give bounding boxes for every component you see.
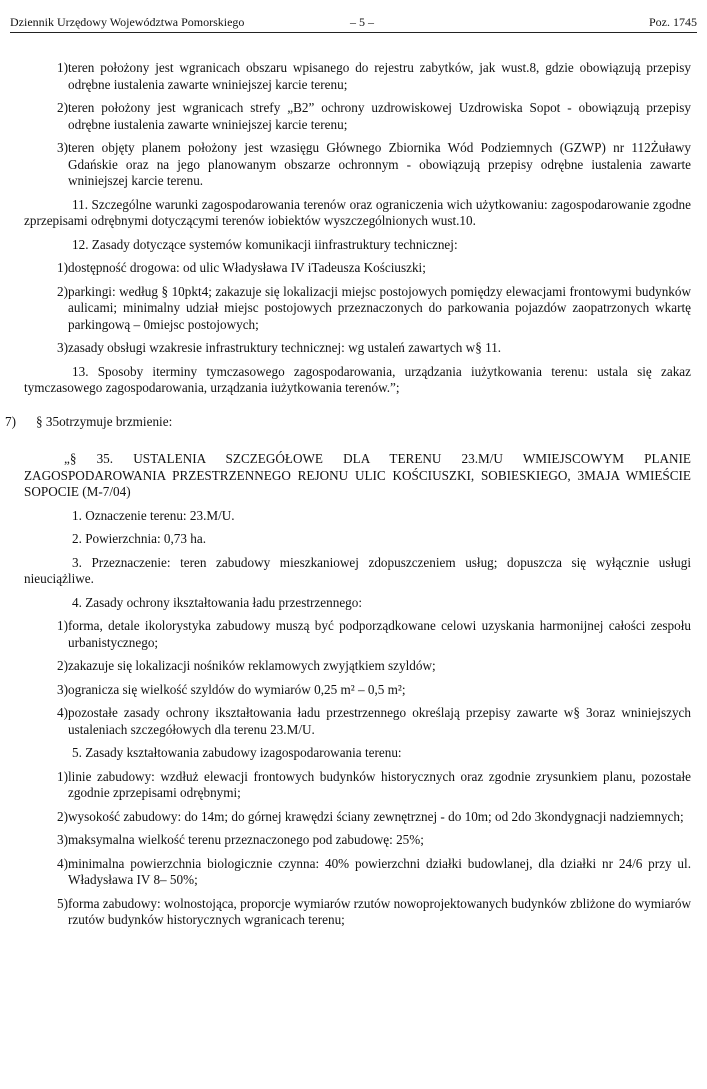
list-number: 3) <box>57 681 68 697</box>
position-number: Poz. 1745 <box>649 15 697 29</box>
list-item <box>24 284 691 334</box>
list-item <box>24 100 691 133</box>
paragraph-1: 1. Oznaczenie terenu: 23.M/U. <box>72 507 235 523</box>
list-number: 3) <box>57 832 68 847</box>
list-item <box>24 856 691 889</box>
list-number: 1) <box>57 60 68 75</box>
list-number: 4) <box>57 705 68 720</box>
list-text: teren objęty planem położony jest wzasięgu Głównego Zbiornika Wód Podziemnych (GZWP) nr 112Żuławy Gdańskie oraz na jego planowanym obszarze ochronnym - obowiązują przepisy odrębne iustalenia zawarte wniniejszej karcie terenu. <box>68 140 691 188</box>
list-text: § 35otrzymuje brzmienie: <box>36 413 173 429</box>
paragraph-11: 11. Szczególne warunki zagospodarowania terenów oraz ograniczenia wich użytkowaniu: zagospodarowanie zgodne zprzepisami odrębnymi dotyczącymi terenów iobiektów wyszczególnionych wust.10. <box>24 196 691 228</box>
list-text: forma, detale ikolorystyka zabudowy muszą być podporządkowane celowi uzyskania harmonijnej całości zespołu urbanistycznego; <box>68 618 691 650</box>
paragraph-12: 12. Zasady dotyczące systemów komunikacji iinfrastruktury technicznej: <box>72 236 458 252</box>
list-item <box>24 60 691 93</box>
list-number: 2) <box>57 100 68 115</box>
list-item <box>24 658 691 675</box>
list-text: forma zabudowy: wolnostojąca, proporcje wymiarów rzutów nowoprojektowanych budynków zbliżone do wymiarów rzutów budynków historycznych wgranicach terenu; <box>68 895 691 927</box>
list-item <box>24 340 691 357</box>
list-item <box>24 682 691 699</box>
section-heading: „§ 35. USTALENIA SZCZEGÓŁOWE DLA TERENU 23.M/U WMIEJSCOWYM PLANIE ZAGOSPODAROWANIA PRZESTRZENNEGO REJONU ULIC KOŚCIUSZKI, SOBIESKIEGO, 3MAJA WMIEŚCIE SOPOCIE (M-7/04) <box>24 451 691 499</box>
list-number: 7) <box>5 413 16 429</box>
list-item <box>24 705 691 738</box>
list-text: pozostałe zasady ochrony ikształtowania ładu przestrzennego określają przepisy zawarte w§ 3oraz wniniejszych ustaleniach szczegółowych dla terenu 23.M/U. <box>68 705 691 737</box>
list-item <box>24 832 691 849</box>
journal-title: Dziennik Urzędowy Województwa Pomorskiego <box>10 15 245 29</box>
list-number: 1) <box>57 768 68 784</box>
list-number: 2) <box>57 808 68 824</box>
list-number: 2) <box>57 283 68 299</box>
page-number: – 5 – <box>350 15 374 29</box>
list-number: 1) <box>57 618 68 633</box>
paragraph-2: 2. Powierzchnia: 0,73 ha. <box>72 531 207 546</box>
list-item <box>24 809 691 826</box>
list-item <box>24 896 691 929</box>
paragraph-3: 3. Przeznaczenie: teren zabudowy mieszkaniowej zdopuszczeniem usług; dopuszcza się wyłącznie usługi nieuciążliwe. <box>24 554 691 586</box>
list-text: minimalna powierzchnia biologicznie czynna: 40% powierzchni działki budowlanej, dla działki nr 24/6 przy ul. Władysława IV 8– 50%; <box>68 855 691 887</box>
point-7 <box>4 414 691 431</box>
list-item <box>24 769 691 802</box>
list-item <box>24 260 691 277</box>
list-text: teren położony jest wgranicach strefy „B2” ochrony uzdrowiskowej Uzdrowiska Sopot - obowiązują przepisy odrębne iustalenia zawarte wniniejszej karcie terenu; <box>68 100 691 132</box>
paragraph-5: 5. Zasady kształtowania zabudowy izagospodarowania terenu: <box>72 745 402 760</box>
list-text: zakazuje się lokalizacji nośników reklamowych zwyjątkiem szyldów; <box>68 658 436 673</box>
list-text: linie zabudowy: wzdłuż elewacji frontowych budynków historycznych oraz zgodnie zrysunkiem planu, pozostałe zgodnie zprzepisami odrębnymi; <box>68 768 691 800</box>
list-text: maksymalna wielkość terenu przeznaczonego pod zabudowę: 25%; <box>68 832 424 847</box>
list-item <box>24 618 691 651</box>
list-number: 3) <box>57 140 68 155</box>
list-text: zasady obsługi wzakresie infrastruktury technicznej: wg ustaleń zawartych w§ 11. <box>68 340 502 355</box>
list-number: 3) <box>57 340 68 355</box>
list-text: ogranicza się wielkość szyldów do wymiarów 0,25 m² – 0,5 m²; <box>68 681 406 697</box>
page-header <box>10 12 697 33</box>
list-number: 4) <box>57 855 68 871</box>
list-number: 2) <box>57 658 68 673</box>
list-text: dostępność drogowa: od ulic Władysława IV iTadeusza Kościuszki; <box>68 260 426 275</box>
list-text: wysokość zabudowy: do 14m; do górnej krawędzi ściany zewnętrznej - do 10m; od 2do 3kondygnacji nadziemnych; <box>68 808 684 824</box>
list-text: parkingi: według § 10pkt4; zakazuje się lokalizacji miejsc postojowych pomiędzy elewacjami frontowymi budynków aulicami; minimalny udział miejsc postojowych przeznaczonych do parkowania pojazdów zaopatrzonych wkartę parkingową – 0miejsc postojowych; <box>68 283 691 332</box>
paragraph-4: 4. Zasady ochrony ikształtowania ładu przestrzennego: <box>72 594 363 610</box>
list-number: 1) <box>57 260 68 275</box>
paragraph-13: 13. Sposoby iterminy tymczasowego zagospodarowania, urządzania iużytkowania terenu: ustala się zakaz tymczasowego zagospodarowania, urządzania iużytkowania terenów.”; <box>24 363 691 395</box>
document-body <box>5 60 691 936</box>
list-item <box>24 140 691 190</box>
list-text: teren położony jest wgranicach obszaru wpisanego do rejestru zabytków, jak wust.8, gdzie obowiązują przepisy odrębne iustalenia zawarte wniniejszej karcie terenu; <box>68 60 691 92</box>
list-number: 5) <box>57 895 68 911</box>
